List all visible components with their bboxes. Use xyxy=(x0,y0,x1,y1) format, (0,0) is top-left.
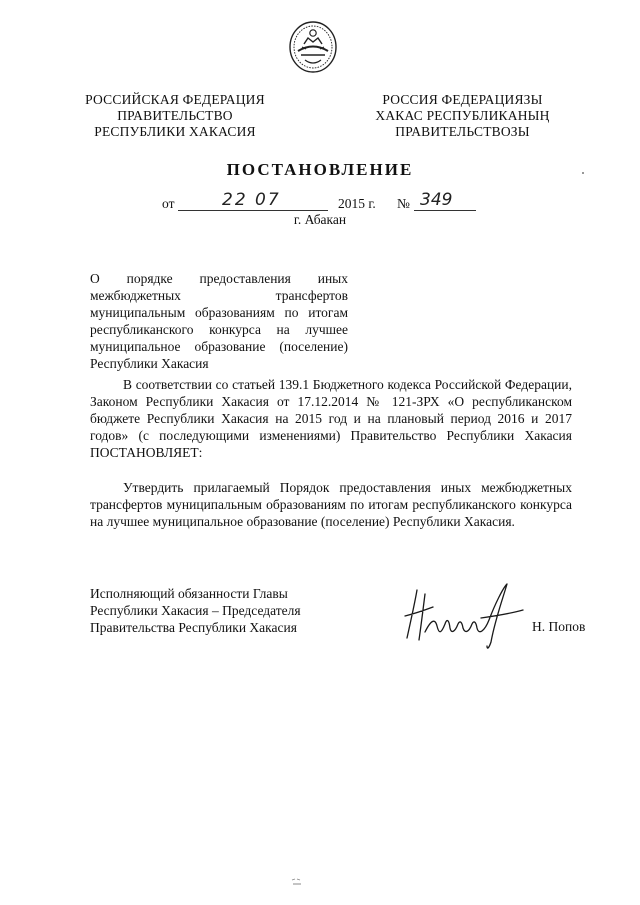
coat-of-arms-icon xyxy=(288,20,338,74)
scan-mark-icon xyxy=(290,876,304,888)
scan-speck xyxy=(582,172,584,174)
signatory-title xyxy=(90,585,350,636)
signatory-title-line: Республики Хакасия – Председателя xyxy=(90,603,301,618)
header-right-line: ПРАВИТЕЛЬСТВОЗЫ xyxy=(395,124,530,139)
header-left-line: РЕСПУБЛИКИ ХАКАСИЯ xyxy=(94,124,256,139)
date-prefix: от xyxy=(162,196,175,211)
document-title: ПОСТАНОВЛЕНИЕ xyxy=(226,160,414,179)
header-russian xyxy=(80,92,270,140)
header-khakas xyxy=(355,92,570,140)
signature-icon xyxy=(395,580,555,650)
date-underline xyxy=(178,210,328,211)
signatory-name: Н. Попов xyxy=(532,619,586,634)
number-underline xyxy=(414,210,476,211)
header-left-line: ПРАВИТЕЛЬСТВО xyxy=(117,108,233,123)
resolution-paragraph: Утвердить прилагаемый Порядок предоставления иных межбюджетных трансфертов муниципальным образованиям по итогам республиканского конкурса на лучшее муниципальное образование (поселение) Республики Хакасия. xyxy=(90,480,572,529)
date-line xyxy=(152,190,512,213)
header-right-line: ХАКАС РЕСПУБЛИКАНЫҢ xyxy=(375,108,550,123)
header-left-line: РОССИЙСКАЯ ФЕДЕРАЦИЯ xyxy=(85,92,265,107)
subject-block: О порядке предоставления иных межбюджетных трансфертов муниципальным образованиям по итогам республиканского конкурса на лучшее муниципальное образование (поселение) Республики Хакасия xyxy=(90,271,348,371)
handwritten-date: 22 07 xyxy=(222,190,281,210)
header-right-line: РОССИЯ ФЕДЕРАЦИЯЗЫ xyxy=(382,92,543,107)
signatory-title-line: Исполняющий обязанности Главы xyxy=(90,586,288,601)
number-sign: № xyxy=(397,196,410,211)
city: г. Абакан xyxy=(293,212,347,227)
signatory-title-line: Правительства Республики Хакасия xyxy=(90,620,297,635)
preamble-paragraph: В соответствии со статьей 139.1 Бюджетного кодекса Российской Федерации, Законом Республики Хакасия от 17.12.2014 № 121-ЗРХ «О республиканском бюджете Республики Хакасия на 2015 год и на плановый период 2016 и 2017 годов» (с последующими изменениями) Правительство Республики Хакасия ПОСТАНОВЛЯЕТ: xyxy=(90,377,572,460)
handwritten-number: 349 xyxy=(420,190,453,210)
date-year: 2015 г. xyxy=(338,196,376,211)
